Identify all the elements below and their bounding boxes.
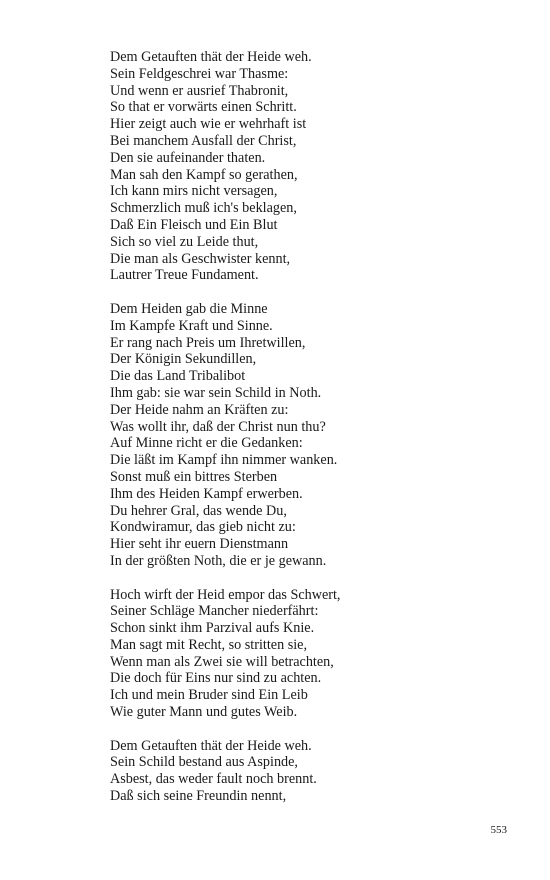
stanza xyxy=(110,301,510,570)
poem-text xyxy=(110,49,510,822)
verse-line: Hoch wirft der Heid empor das Schwert, xyxy=(110,586,341,603)
verse-line: Dem Getauften thät der Heide weh. xyxy=(110,49,312,65)
verse-line: Man sagt mit Recht, so stritten sie, xyxy=(110,636,308,653)
verse-line: Und wenn er ausrief Thabronit, xyxy=(110,82,289,99)
verse-line: Lautrer Treue Fundament. xyxy=(110,267,259,284)
verse-line: Wie guter Mann und gutes Weib. xyxy=(110,704,298,721)
verse-line: Asbest, das weder fault noch brennt. xyxy=(110,771,317,788)
verse-line: Sonst muß ein bittres Sterben xyxy=(110,468,278,485)
verse-line: Daß sich seine Freundin nennt, xyxy=(110,788,287,805)
verse-line: Schon sinkt ihm Parzival aufs Knie. xyxy=(110,620,315,637)
verse-line: Sich so viel zu Leide thut, xyxy=(110,233,259,250)
verse-line: Ihm des Heiden Kampf erwerben. xyxy=(110,485,303,502)
verse-line: Hier zeigt auch wie er wehrhaft ist xyxy=(110,116,307,133)
verse-line: Bei manchem Ausfall der Christ, xyxy=(110,132,297,149)
verse-line: In der größten Noth, die er je gewann. xyxy=(110,552,327,569)
verse-line: Schmerzlich muß ich's beklagen, xyxy=(110,200,297,217)
verse-line: Die läßt im Kampf ihn nimmer wanken. xyxy=(110,452,338,469)
stanza xyxy=(110,587,510,721)
verse-line: Ich kann mirs nicht versagen, xyxy=(110,183,278,200)
verse-line: Ihm gab: sie war sein Schild in Noth. xyxy=(110,384,322,401)
verse-line: Hier seht ihr euern Dienstmann xyxy=(110,536,289,553)
verse-line: Sein Feldgeschrei war Thasme: xyxy=(110,65,289,82)
verse-line: Daß Ein Fleisch und Ein Blut xyxy=(110,216,278,233)
verse-line: Was wollt ihr, daß der Christ nun thu? xyxy=(110,418,326,435)
verse-line: Im Kampfe Kraft und Sinne. xyxy=(110,317,273,334)
verse-line: Seiner Schläge Mancher niederfährt: xyxy=(110,603,319,620)
verse-line: Die doch für Eins nur sind zu achten. xyxy=(110,670,322,687)
stanza xyxy=(110,49,510,284)
verse-line: Den sie aufeinander thaten. xyxy=(110,149,266,166)
verse-line: Die man als Geschwister kennt, xyxy=(110,250,291,267)
verse-line: Dem Heiden gab die Minne xyxy=(110,300,268,317)
page-number: 553 xyxy=(490,824,507,836)
verse-line: Dem Getauften thät der Heide weh. xyxy=(110,737,312,754)
verse-line: Ich und mein Bruder sind Ein Leib xyxy=(110,687,308,704)
verse-line: Man sah den Kampf so gerathen, xyxy=(110,166,298,183)
stanza xyxy=(110,738,510,805)
verse-line: Der Königin Sekundillen, xyxy=(110,351,257,368)
verse-line: Der Heide nahm an Kräften zu: xyxy=(110,401,289,418)
verse-line: Kondwiramur, das gieb nicht zu: xyxy=(110,519,296,536)
verse-line: Die das Land Tribalibot xyxy=(110,368,246,385)
verse-line: Er rang nach Preis um Ihretwillen, xyxy=(110,334,306,351)
verse-line: Du hehrer Gral, das wende Du, xyxy=(110,502,287,519)
verse-line: Auf Minne richt er die Gedanken: xyxy=(110,435,303,452)
verse-line: So that er vorwärts einen Schritt. xyxy=(110,99,297,116)
verse-line: Sein Schild bestand aus Aspinde, xyxy=(110,754,298,771)
verse-line: Wenn man als Zwei sie will betrachten, xyxy=(110,653,334,670)
